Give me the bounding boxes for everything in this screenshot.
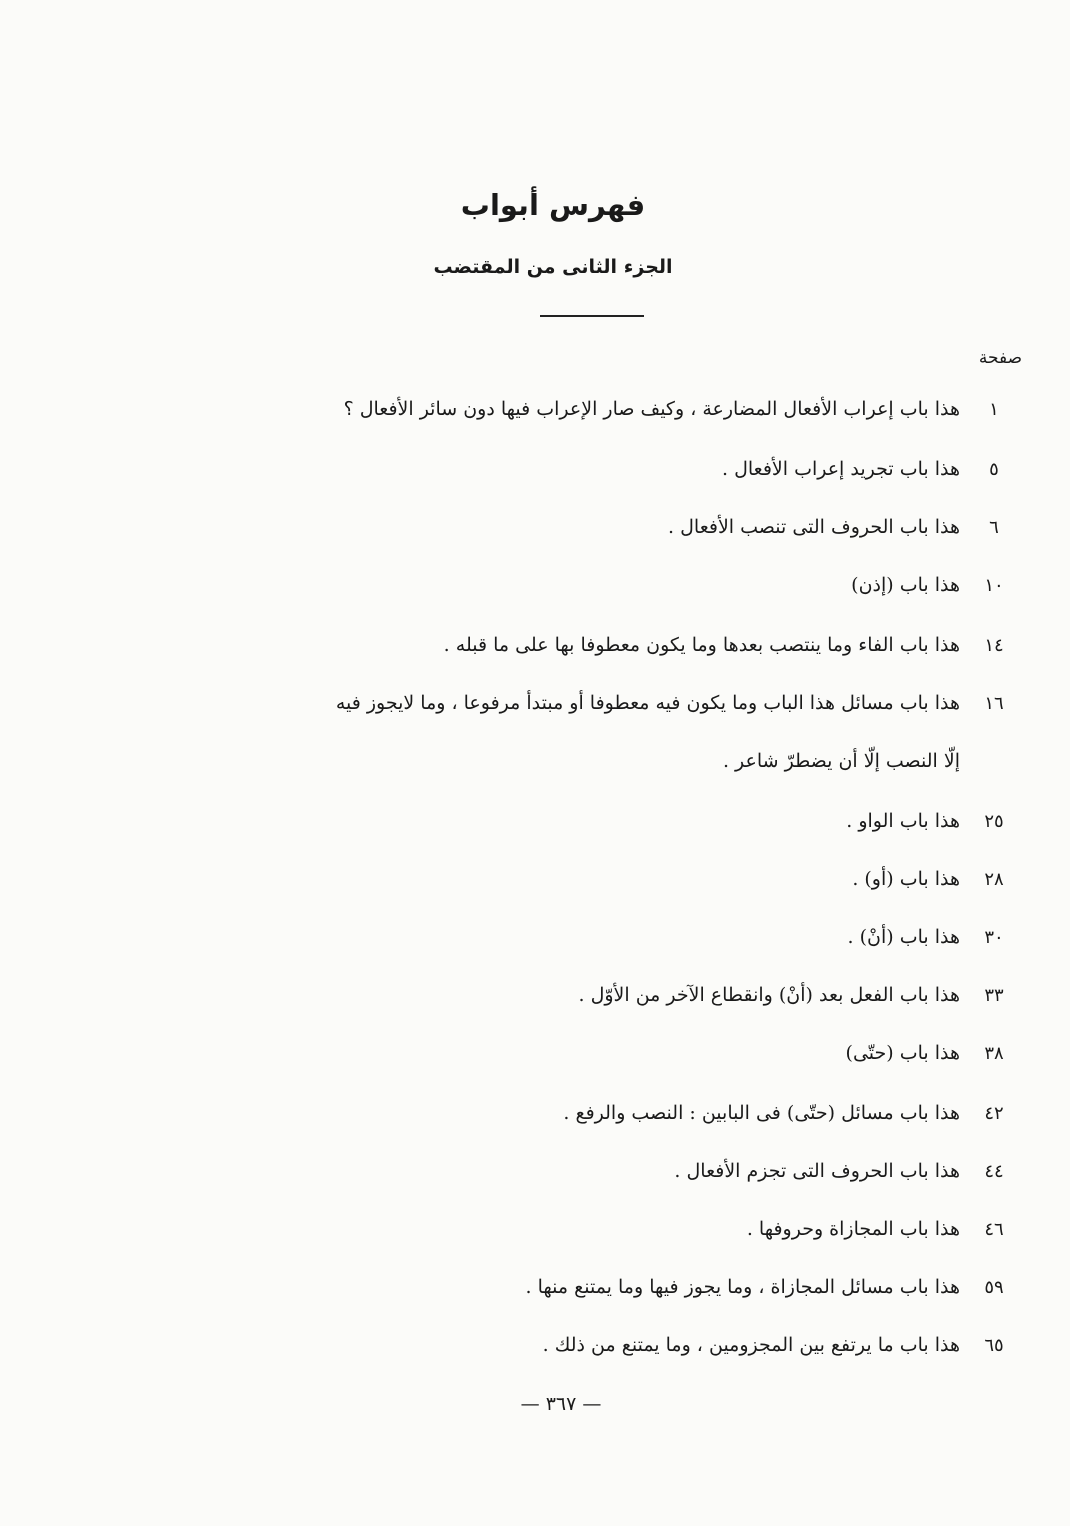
toc-entry (674, 1160, 1018, 1182)
toc-entry (851, 574, 1018, 596)
page-folio: — ٣٦٧ — (520, 1393, 602, 1415)
toc-entry-text: هذا باب (أو) . (852, 868, 960, 890)
toc-page-number: ٦ (989, 517, 999, 538)
page-column-label: صفحة (978, 348, 1022, 368)
toc-entry (579, 984, 1019, 1006)
toc-page-number: ٥ (989, 459, 999, 480)
toc-entry (344, 398, 1018, 420)
page-subtitle: الجزء الثانى من المقتضب (433, 256, 673, 278)
toc-page-number: ٣٣ (984, 985, 1004, 1006)
toc-entry (336, 692, 1018, 714)
toc-entry (846, 810, 1018, 832)
toc-entry-text: هذا باب الحروف التى تجزم الأفعال . (674, 1160, 960, 1182)
toc-entry (668, 516, 1018, 538)
toc-entry-continuation: إلّا النصب إلّا أن يضطرّ شاعر . (722, 750, 960, 772)
toc-entry-text: هذا باب الفاء وما ينتصب بعدها وما يكون معطوفا بها على ما قبله . (443, 634, 960, 656)
toc-entry (526, 1276, 1018, 1298)
toc-entry-text: هذا باب المجازاة وحروفها . (746, 1218, 960, 1240)
toc-page-number: ١ (989, 399, 999, 420)
toc-entry (846, 1042, 1018, 1064)
toc-entry (543, 1334, 1018, 1356)
toc-entry-text: هذا باب (إذن) (851, 574, 960, 596)
toc-page-number: ١٠ (984, 575, 1004, 596)
toc-page-number: ٥٩ (984, 1277, 1004, 1298)
toc-page-number: ٢٥ (984, 811, 1004, 832)
page-title: فهرس أبواب (460, 188, 646, 222)
toc-page-number: ٣٠ (984, 927, 1004, 948)
toc-page-number: ١٦ (984, 693, 1004, 714)
toc-page-number: ٣٨ (984, 1043, 1004, 1064)
toc-entry-text: هذا باب مسائل هذا الباب وما يكون فيه معطوفا أو مبتدأ مرفوعا ، وما لايجوز فيه (335, 692, 960, 714)
toc-entry-text: هذا باب تجريد إعراب الأفعال . (722, 458, 960, 480)
toc-page-number: ٤٤ (984, 1161, 1004, 1182)
toc-entry-text: هذا باب الواو . (846, 810, 960, 832)
toc-entry-text: هذا باب (أنْ) . (847, 926, 960, 948)
toc-page-number: ٦٥ (984, 1335, 1004, 1356)
toc-page-number: ٤٦ (984, 1219, 1004, 1240)
toc-entry (747, 1218, 1018, 1240)
toc-entry-text: هذا باب مسائل (حتّى) فى البابين : النصب والرفع . (563, 1102, 960, 1124)
toc-entry-text: هذا باب إعراب الأفعال المضارعة ، وكيف صار الإعراب فيها دون سائر الأفعال ؟ (343, 398, 960, 420)
toc-entry (852, 868, 1018, 890)
toc-entry-text: هذا باب ما يرتفع بين المجزومين ، وما يمتنع من ذلك . (542, 1334, 960, 1356)
toc-entry (563, 1102, 1018, 1124)
toc-entry (444, 634, 1018, 656)
toc-page-number: ٢٨ (984, 869, 1004, 890)
toc-entry-text: هذا باب الفعل بعد (أنْ) وانقطاع الآخر من الأوّل . (578, 984, 960, 1006)
toc-entry-text: هذا باب مسائل المجازاة ، وما يجوز فيها وما يمتنع منها . (525, 1276, 960, 1298)
title-divider (540, 315, 644, 317)
toc-page-number: ٤٢ (984, 1103, 1004, 1124)
toc-entry (722, 458, 1018, 480)
toc-entry-text: هذا باب (حتّى) (845, 1042, 960, 1064)
toc-entry-text: هذا باب الحروف التى تنصب الأفعال . (668, 516, 960, 538)
toc-entry (848, 926, 1018, 948)
toc-page-number: ١٤ (984, 635, 1004, 656)
